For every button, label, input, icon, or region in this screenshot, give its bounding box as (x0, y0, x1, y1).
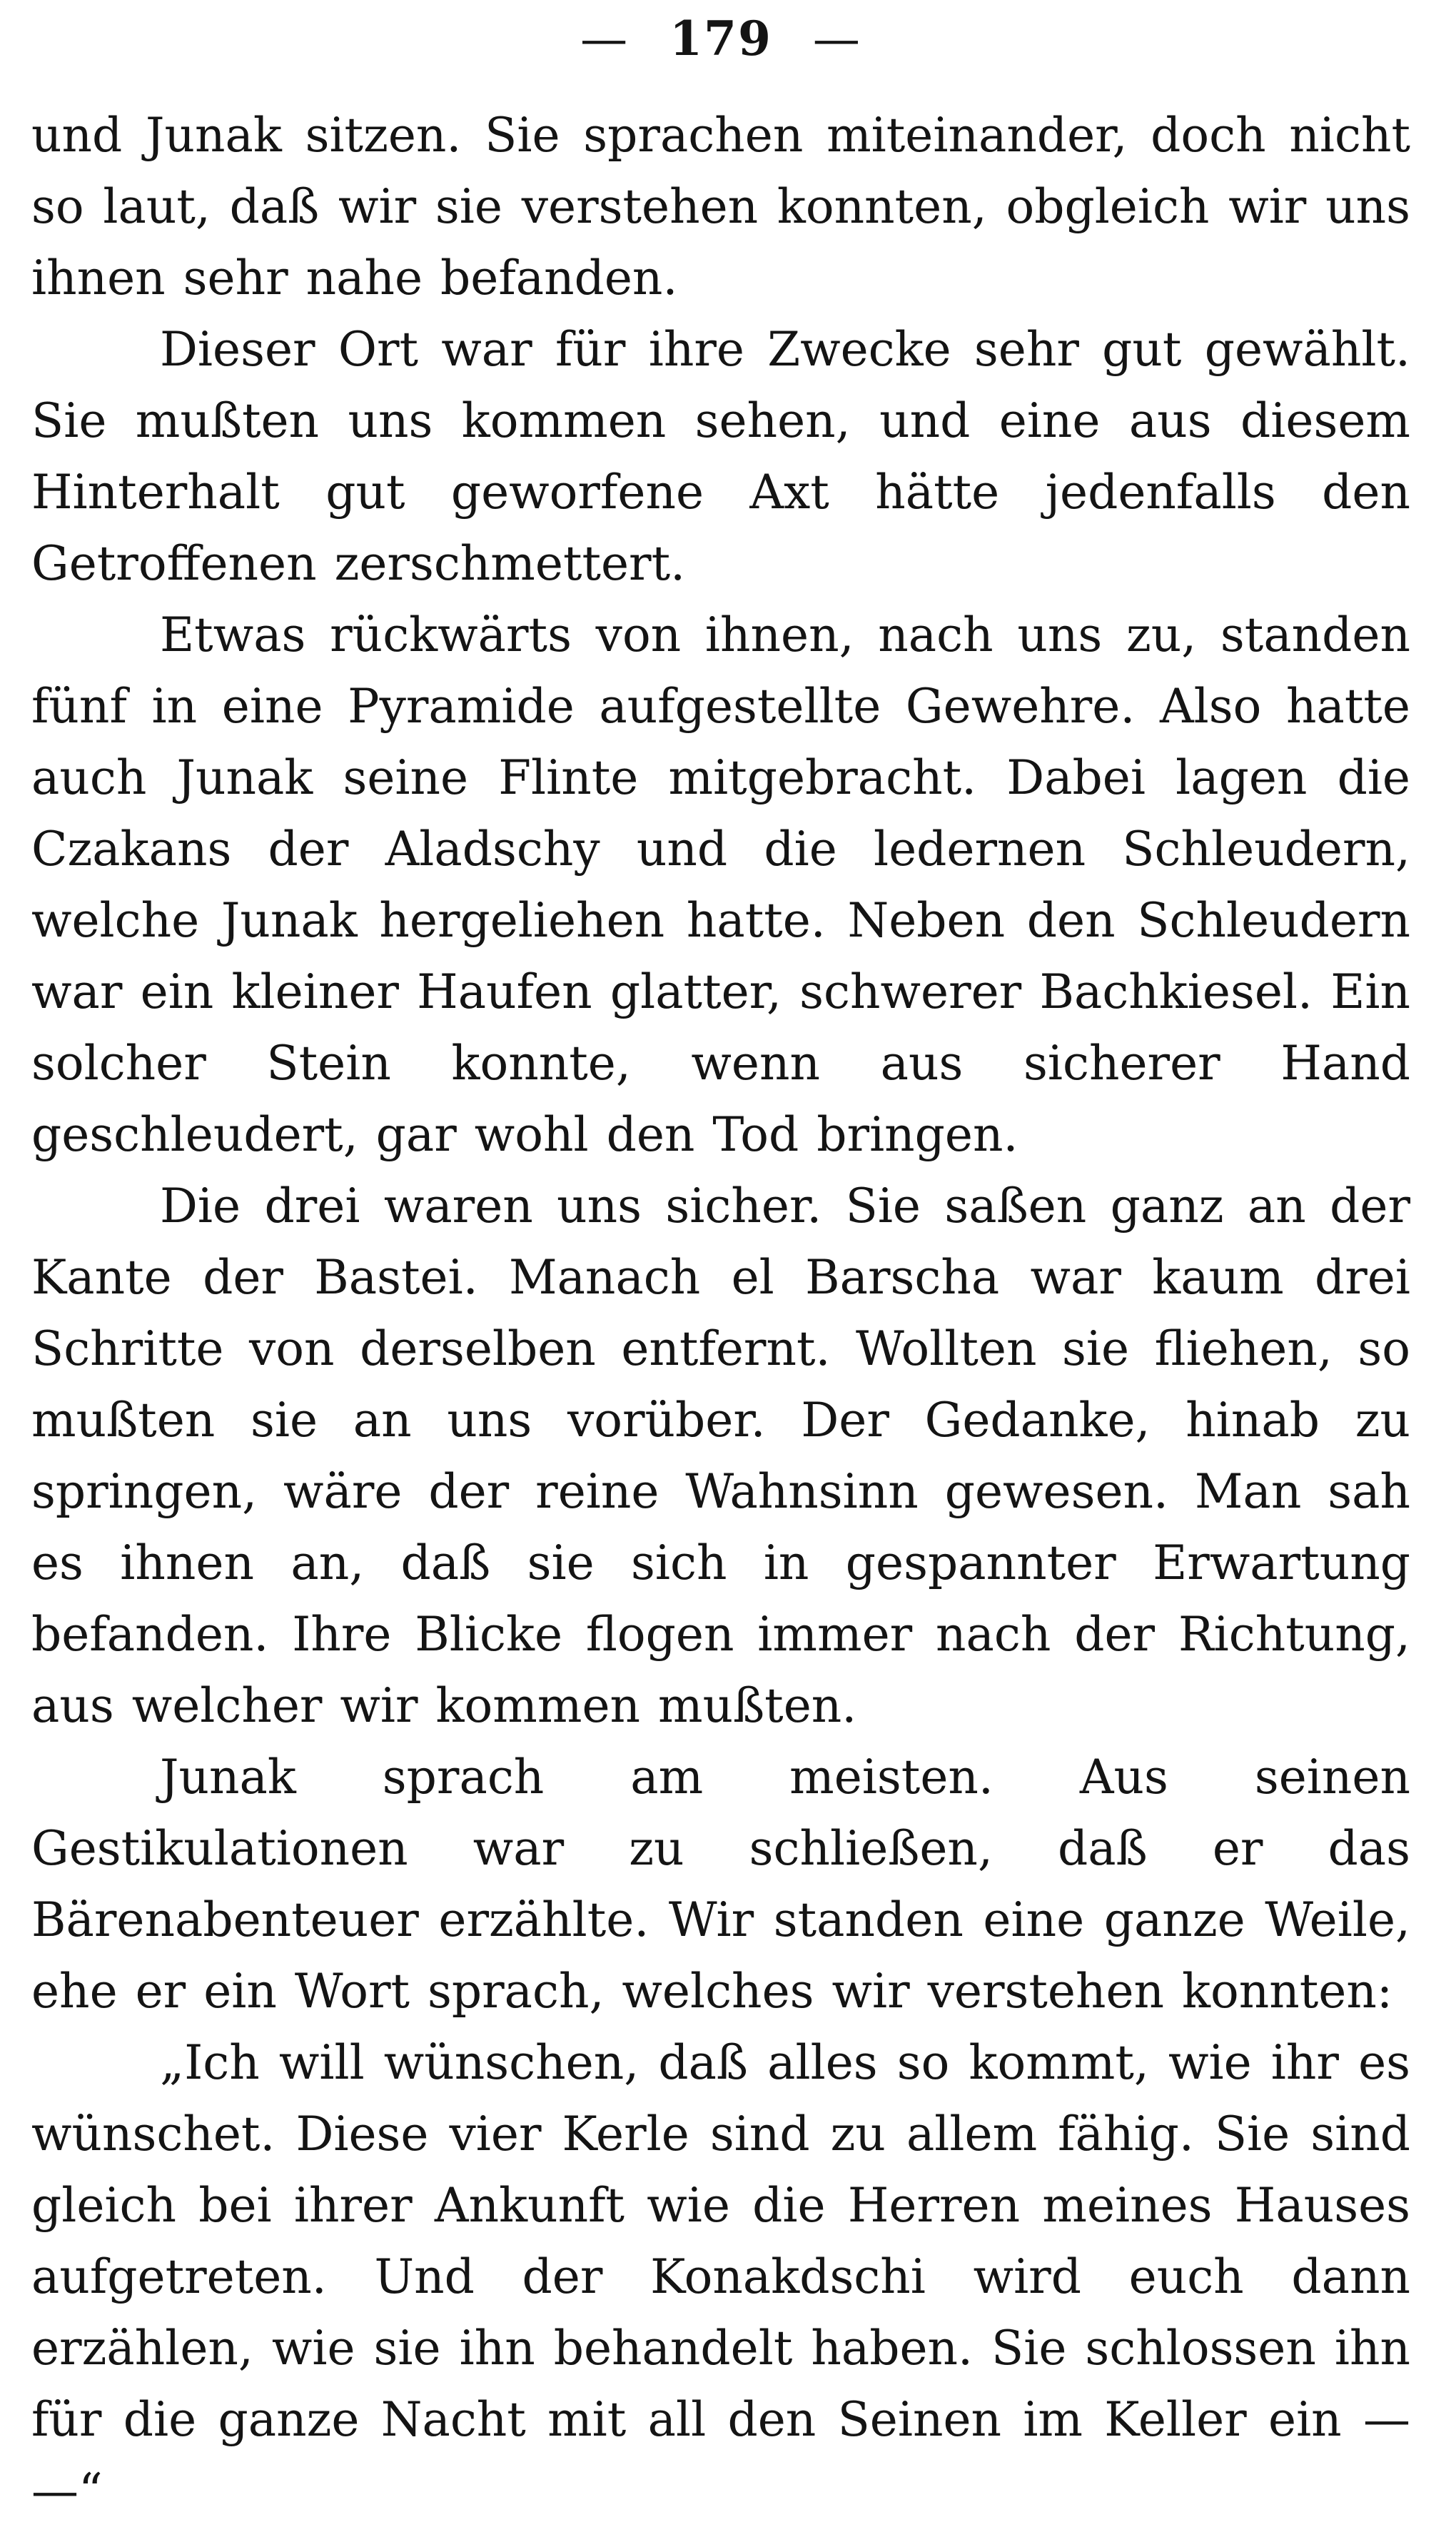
paragraph-continuation: und Junak sitzen. Sie sprachen miteinander, doch nicht so laut, daß wir sie verstehen konnten, obgleich wir uns ihnen sehr nahe befanden. (31, 108, 1410, 306)
paragraph-gewehre: Etwas rückwärts von ihnen, nach uns zu, standen fünf in eine Pyramide aufgestellte Gewehre. Also hatte auch Junak seine Flinte mitgebracht. Dabei lagen die Czakans der Aladschy und die ledernen Schleudern, welche Junak hergeliehen hatte. Neben den Schleudern war ein kleiner Haufen glatter, schwerer Bachkiesel. Ein solcher Stein konnte, wenn aus sicherer Hand geschleudert, gar wohl den Tod bringen. (31, 607, 1410, 1162)
paragraph-quote: „Ich will wünschen, daß alles so kommt, wie ihr es wünschet. Diese vier Kerle sind zu allem fähig. Sie sind gleich bei ihrer Ankunft wie die Herren meines Hauses aufgetreten. Und der Konakdschi wird euch dann erzählen, wie sie ihn behandelt haben. Sie schlossen ihn für die ganze Nacht mit all den Seinen im Keller ein — —“ (31, 2035, 1410, 2518)
header-left-dash: — (580, 11, 630, 66)
header-right-dash: — (812, 11, 861, 66)
paragraph-junak: Junak sprach am meisten. Aus seinen Gestikulationen war zu schließen, daß er das Bärenabenteuer erzählte. Wir standen eine ganze Weile, ehe er ein Wort sprach, welches wir verstehen konnten: (31, 1750, 1410, 2019)
page-body (31, 100, 1410, 2527)
page-number: 179 (669, 11, 772, 66)
paragraph-bastei: Die drei waren uns sicher. Sie saßen ganz an der Kante der Bastei. Manach el Barscha war kaum drei Schritte von derselben entfernt. Wollten sie fliehen, so mußten sie an uns vorüber. Der Gedanke, hinab zu springen, wäre der reine Wahnsinn gewesen. Man sah es ihnen an, daß sie sich in gespannter Erwartung befanden. Ihre Blicke flogen immer nach der Richtung, aus welcher wir kommen mußten. (31, 1179, 1410, 1733)
page-header (31, 0, 1410, 100)
paragraph-ort: Dieser Ort war für ihre Zwecke sehr gut gewählt. Sie mußten uns kommen sehen, und eine aus diesem Hinterhalt gut geworfene Axt hätte jedenfalls den Getroffenen zerschmettert. (31, 322, 1410, 591)
